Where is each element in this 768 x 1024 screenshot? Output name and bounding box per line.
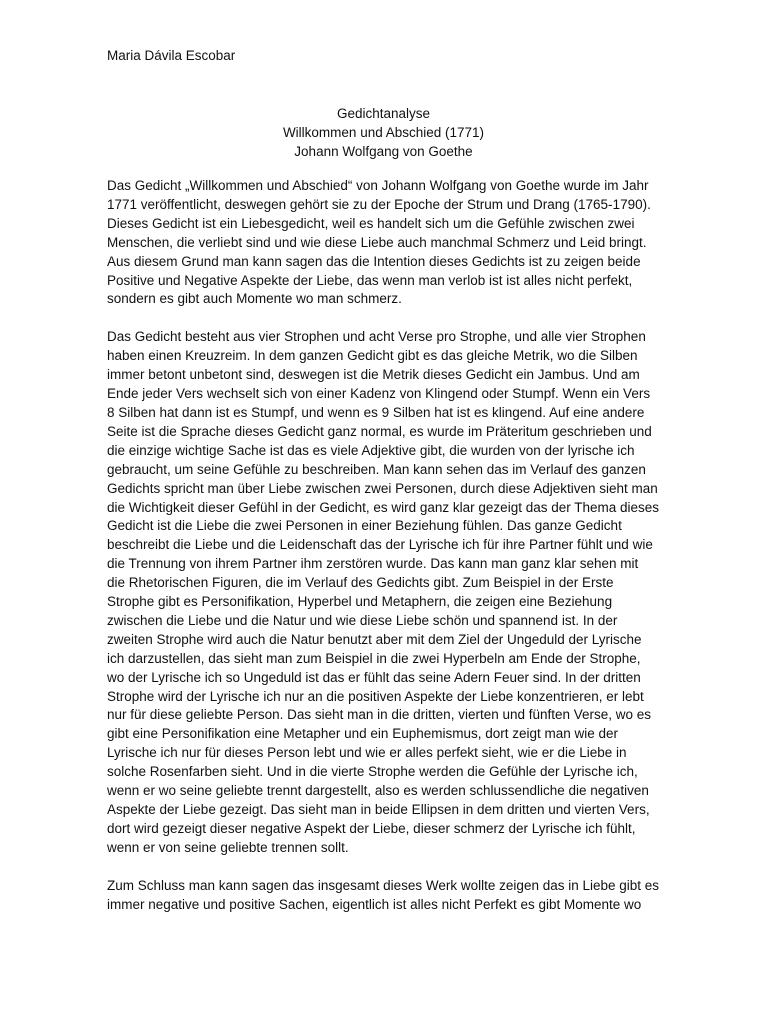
poem-title: Willkommen und Abschied (1771) bbox=[282, 125, 485, 140]
document-title: Gedichtanalyse bbox=[336, 106, 431, 121]
poet-name: Johann Wolfgang von Goethe bbox=[294, 144, 473, 159]
author-name: Maria Dávila Escobar bbox=[107, 48, 236, 63]
paragraph-analysis: Das Gedicht besteht aus vier Strophen und acht Verse pro Strophe, und alle vier Strophen haben einen Kreuzreim. In dem ganzen Gedicht gibt es das gleiche Metrik, wo die Silben immer betont unbetont sind, deswegen ist die Metrik dieses Gedicht ein Jambus. Und am Ende jeder Vers wechselt sich von einer Kadenz von Klingend oder Stumpf. Wenn ein Vers 8 Silben hat dann ist es Stumpf, und wenn es 9 Silben hat ist es klingend. Auf eine andere Seite ist die Sprache dieses Gedicht ganz normal, es wurde im Präteritum geschrieben und die einzige wichtige Sache ist das es viele Adjektive gibt, die wurden von der lyrische ich gebraucht, um seine Gefühle zu beschreiben. Man kann sehen das im Verlauf des ganzen Gedichts spricht man über Liebe zwischen zwei Personen, durch diese Adjektiven sieht man die Wichtigkeit dieser Gefühl in der Gedicht, es wird ganz klar gezeigt das der Thema dieses Gedicht ist die Liebe die zwei Personen in einer Beziehung fühlen. Das ganze Gedicht beschreibt die Liebe und die Leidenschaft das der Lyrische ich für ihre Partner fühlt und wie die Trennung von ihrem Partner ihm zerstören wurde. Das kann man ganz klar sehen mit die Rhetorischen Figuren, die im Verlauf des Gedichts gibt. Zum Beispiel in der Erste Strophe gibt es Personifikation, Hyperbel und Metaphern, die zeigen eine Beziehung zwischen die Liebe und die Natur und wie diese Liebe schön und spannend ist. In der zweiten Strophe wird auch die Natur benutzt aber mit dem Ziel der Ungeduld der Lyrische ich darzustellen, das sieht man zum Beispiel in die zwei Hyperbeln am Ende der Strophe, wo der Lyrische ich so Ungeduld ist das er fühlt das seine Adern Feuer sind. In der dritten Strophe wird der Lyrische ich nur an die positiven Aspekte der Liebe konzentrieren, er lebt nur für diese geliebte Person. Das sieht man in die dritten, vierten und fünften Verse, wo es gibt eine Personifikation eine Metapher und ein Euphemismus, dort zeigt man wie der Lyrische ich nur für dieses Person lebt und wie er alles perfekt sieht, wie er die Liebe in solche Rosenfarben sieht. Und in die vierte Strophe werden die Gefühle der Lyrische ich, wenn er wo seine geliebte trennt dargestellt, also es werden schlussendliche die negativen Aspekte der Liebe gezeigt. Das sieht man in beide Ellipsen in dem dritten und vierten Vers, dort wird gezeigt dieser negative Aspekt der Liebe, dieser schmerz der Lyrische ich fühlt, wenn er von seine geliebte trennen sollt. bbox=[107, 329, 660, 855]
paragraph-conclusion: Zum Schluss man kann sagen das insgesamt dieses Werk wollte zeigen das in Liebe gibt es immer negative und positive Sachen, eigentlich ist alles nicht Perfekt es gibt Momente wo bbox=[107, 877, 660, 912]
paragraph-introduction: Das Gedicht „Willkommen und Abschied“ von Johann Wolfgang von Goethe wurde im Jahr 1771 veröffentlicht, deswegen gehört sie zu der Epoche der Strum und Drang (1765-1790). Dieses Gedicht ist ein Liebesgedicht, weil es handelt sich um die Gefühle zwischen zwei Menschen, die verliebt sind und wie diese Liebe auch manchmal Schmerz und Leid bringt. Aus diesem Grund man kann sagen das die Intention dieses Gedichts ist zu zeigen beide Positive und Negative Aspekte der Liebe, das wenn man verlob ist ist alles nicht perfekt, sondern es gibt auch Momente wo man schmerz. bbox=[107, 178, 651, 307]
title-block bbox=[107, 104, 660, 161]
